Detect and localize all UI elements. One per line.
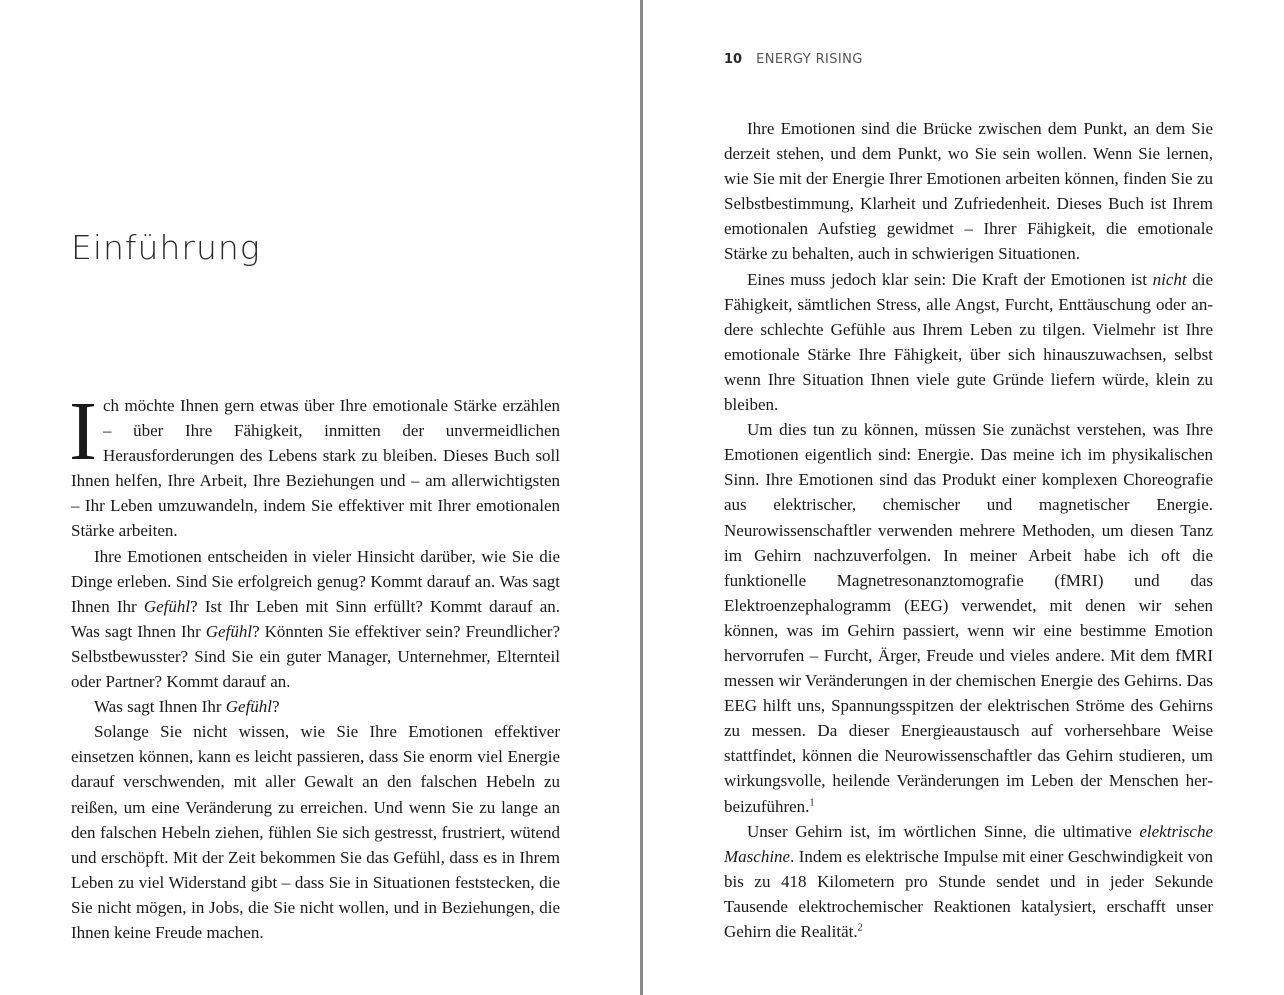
running-head — [724, 52, 863, 67]
emphasis: Gefühl — [143, 596, 191, 616]
paragraph: Solange Sie nicht wissen, wie Sie Ihre Emotionen effektiver einsetzen können, kann es leicht passieren, dass Sie enorm viel Energie darauf verschwenden, mit aller Gewalt an den falschen Hebeln zu reißen, um eine Veränderung zu erreichen. Und wenn Sie zu lange an den falschen Hebeln ziehen, fühlen Sie sich gestresst, frustriert, wütend und erschöpft. Mit der Zeit bekommen Sie das Gefühl, dass es in Ihrem Leben zu viel Widerstand gibt – dass Sie in Situationen feststecken, die Sie nicht mögen, in Jobs, die Sie nicht wollen, und in Beziehungen, die Ihnen keine Freude machen. — [71, 722, 560, 942]
page-number: 10 — [724, 52, 743, 67]
paragraph: Was sagt Ihnen Ihr Gefühl? — [94, 697, 280, 717]
right-page-body — [724, 116, 1213, 944]
footnote-marker: 2 — [857, 922, 863, 934]
left-page — [0, 0, 641, 995]
opening-paragraph — [69, 385, 560, 544]
opening-paragraph-text: ch möchte Ihnen gern etwas über Ihre emotionale Stärke erzählen – über Ihre Fähigkeit, inmitten der unvermeidlichen Herausforderungen des Lebens stark zu bleiben. Dieses Buch soll Ihnen helfen, Ihre Arbeit, Ihre Beziehungen und – am allerwichtigsten – Ihr Leben umzuwandeln, indem Sie effektiver mit Ihrer emotionalen Stärke arbeiten. — [71, 396, 560, 541]
paragraph: Unser Gehirn ist, im wörtlichen Sinne, die ultimative elektrische Maschine. Indem es elektrische Impulse mit einer Geschwindigkeit von bis zu 418 Kilometern pro Stunde sendet und in jeder Sekunde Tausende elektrochemischer Reaktionen katalysiert, erschafft unser Gehirn die Realität.$^2$ — [724, 821, 1213, 941]
emphasis: Gefühl — [225, 697, 273, 717]
left-page-body — [69, 385, 560, 945]
chapter-title: Einführung — [71, 228, 261, 267]
paragraph: Um dies tun zu können, müssen Sie zunächst verstehen, was Ihre Emotionen eigentlich sind: Energie. Das meine ich im physikalischen Sinn. Ihre Emotionen sind das Produkt einer komplexen Choreografie aus elektrischer, chemischer und magnetischer Energie. Neurowissenschaftler verwenden mehrere Methoden, um diesen Tanz im Gehirn nachzuverfolgen. In meiner Arbeit habe ich oft die funktionelle Magnetresonanztomografie (fMRI) und das Elektroenzephalogramm (EEG) verwendet, mit denen wir sehen können, was im Gehirn passiert, wenn wir eine bestimme Emotion hervorrufen – Furcht, Ärger, Freude und vieles andere. Mit dem fMRI messen wir Veränderungen in der chemischen Energie des Gehirns. Das EEG hilft uns, Spannungsspitzen der elektrischen Ströme des Gehirns zu messen. Da dieser Energieaustausch auf vorhersehbare Weise stattfindet, können die Neurowissenschaftler das Gehirn studieren, um wirkungsvolle, heilende Veränderungen im Leben der Menschen herbeizuführen.$^1$ — [724, 420, 1213, 816]
right-page — [644, 0, 1284, 995]
emphasis: nicht — [1152, 269, 1187, 289]
page-gutter-divider — [640, 0, 643, 995]
paragraph: Eines muss jedoch klar sein: Die Kraft der Emotionen ist nicht die Fähigkeit, sämtlichen Stress, alle Angst, Furcht, Enttäuschung oder andere schlechte Gefühle aus Ihrem Leben zu tilgen. Vielmehr ist Ihre emotionale Stärke Ihre Fähigkeit, über sich hinauszuwachsen, selbst wenn Ihre Situation Ihnen viele gute Gründe liefern würde, klein zu bleiben. — [724, 269, 1213, 415]
emphasis: elektrische Maschine — [724, 821, 1213, 866]
paragraph: Ihre Emotionen sind die Brücke zwischen dem Punkt, an dem Sie derzeit stehen, und dem Punkt, wo Sie sein wollen. Wenn Sie lernen, wie Sie mit der Energie Ihrer Emotionen arbeiten können, finden Sie zu Selbstbestimmung, Klarheit und Zufriedenheit. Dieses Buch ist Ihrem emotionalen Aufstieg gewidmet – Ihrer Fähigkeit, die emotionale Stärke zu behalten, auch in schwierigen Situationen. — [724, 119, 1213, 264]
paragraph: Ihre Emotionen entscheiden in vieler Hinsicht darüber, wie Sie die Dinge erleben. Sind Sie erfolgreich genug? Kommt darauf an. Was sagt Ihnen Ihr Gefühl? Ist Ihr Leben mit Sinn erfüllt? Kommt darauf an. Was sagt Ihnen Ihr Gefühl? Könnten Sie effektiver sein? Freundlicher? Selbstbewusster? Sind Sie ein guter Manager, Unternehmer, Elternteil oder Partner? Kommt darauf an. — [71, 546, 560, 692]
running-head-title: ENERGY RISING — [756, 52, 863, 67]
emphasis: Gefühl — [205, 621, 253, 641]
footnote-marker: 1 — [809, 796, 815, 808]
drop-cap: I — [69, 385, 97, 478]
